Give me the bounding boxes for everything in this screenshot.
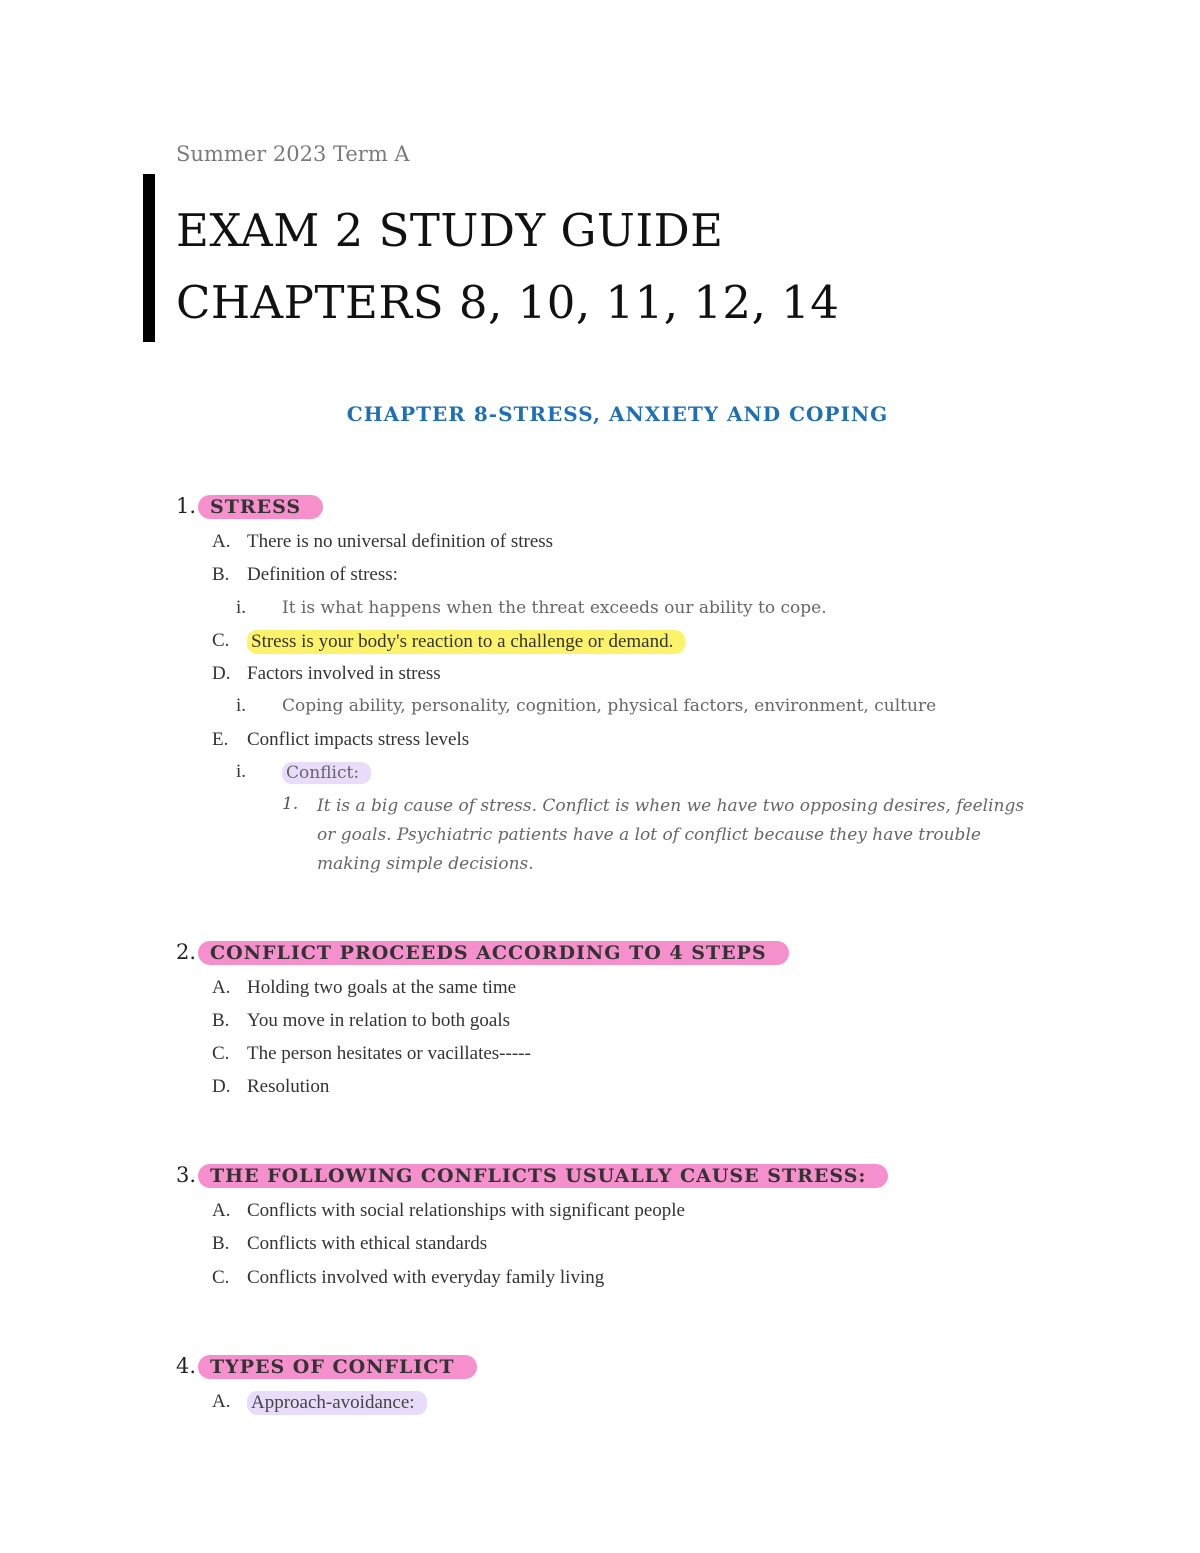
title-accent-bar — [143, 174, 155, 342]
list-marker: i. — [236, 597, 247, 618]
section-heading — [176, 940, 789, 964]
section-heading — [176, 1163, 888, 1187]
list-marker: D. — [212, 663, 231, 684]
list-marker: B. — [212, 1233, 230, 1254]
list-text: Conflict impacts stress levels — [247, 729, 470, 750]
list-marker: A. — [212, 977, 231, 998]
term-label: Summer 2023 Term A — [176, 142, 410, 166]
list-text: Factors involved in stress — [247, 663, 441, 684]
list-marker: 1. — [282, 794, 299, 814]
list-text: It is what happens when the threat exceeds our ability to cope. — [282, 598, 827, 618]
section-number: 4. — [176, 1354, 197, 1378]
list-text: Coping ability, personality, cognition, physical factors, environment, culture — [282, 696, 937, 716]
section-title: TYPES OF CONFLICT — [198, 1355, 477, 1379]
list-marker: A. — [212, 1391, 231, 1412]
list-marker: C. — [212, 1043, 230, 1064]
section-number: 2. — [176, 940, 197, 964]
highlighted-text: Conflict: — [282, 762, 371, 784]
list-text: Holding two goals at the same time — [247, 977, 517, 998]
list-marker: A. — [212, 531, 231, 552]
list-text: Conflicts involved with everyday family living — [247, 1267, 605, 1288]
list-text: Conflicts with ethical standards — [247, 1233, 488, 1254]
document-title: EXAM 2 STUDY GUIDE — [176, 204, 724, 257]
list-text: Resolution — [247, 1076, 330, 1097]
highlighted-text: Approach-avoidance: — [247, 1391, 427, 1415]
section-number: 1. — [176, 494, 197, 518]
list-marker: E. — [212, 729, 229, 750]
list-marker: B. — [212, 564, 230, 585]
list-text: The person hesitates or vacillates----- — [247, 1043, 531, 1064]
document-subtitle: CHAPTERS 8, 10, 11, 12, 14 — [176, 276, 840, 329]
section-heading — [176, 494, 323, 518]
highlighted-text: Stress is your body's reaction to a challenge or demand. — [247, 630, 685, 654]
section-title: CONFLICT PROCEEDS ACCORDING TO 4 STEPS — [198, 941, 789, 965]
list-text: There is no universal definition of stress — [247, 531, 554, 552]
section-number: 3. — [176, 1163, 197, 1187]
list-text: Definition of stress: — [247, 564, 398, 585]
list-paragraph: It is a big cause of stress. Conflict is when we have two opposing desires, feelings or goals. Psychiatric patients have a lot of conflict because they have trouble making simple decisions. — [317, 796, 1025, 874]
list-marker: i. — [236, 695, 247, 716]
list-marker: D. — [212, 1076, 231, 1097]
list-marker: B. — [212, 1010, 230, 1031]
list-marker: C. — [212, 630, 230, 651]
list-marker: A. — [212, 1200, 231, 1221]
list-marker: C. — [212, 1267, 230, 1288]
section-heading — [176, 1354, 477, 1378]
list-text: Conflicts with social relationships with significant people — [247, 1200, 685, 1221]
list-text: You move in relation to both goals — [247, 1010, 511, 1031]
section-title: THE FOLLOWING CONFLICTS USUALLY CAUSE STRESS: — [198, 1164, 888, 1188]
section-title: STRESS — [198, 495, 323, 519]
list-marker: i. — [236, 761, 247, 782]
chapter-heading: CHAPTER 8-STRESS, ANXIETY AND COPING — [346, 402, 889, 426]
